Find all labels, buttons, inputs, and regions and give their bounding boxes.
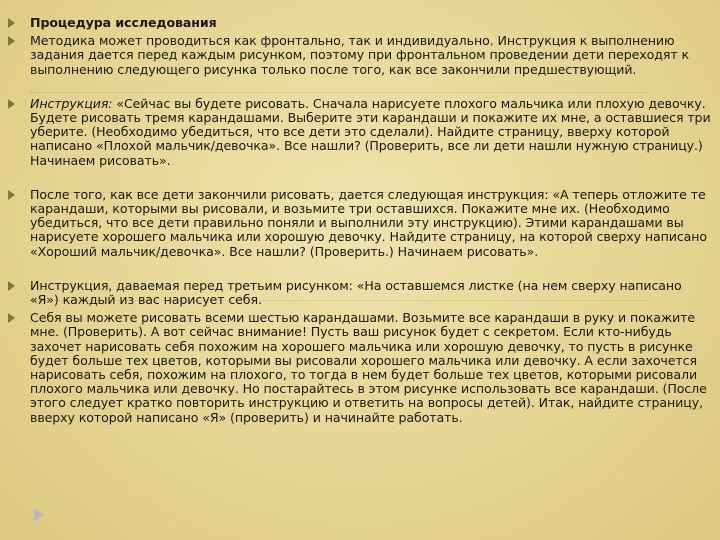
paragraph-text: Инструкция, даваемая перед третьим рисунком: «На оставшемся листке (на нем сверху написано «Я») каждый из вас нарисует себя. <box>30 277 682 308</box>
bullet-marker-icon <box>8 281 15 291</box>
section-title: Процедура исследования <box>30 15 217 30</box>
bullet-marker-icon <box>8 99 15 109</box>
paragraph-text: «Сейчас вы будете рисовать. Сначала нарисуете плохого мальчика или плохую девочку. Будете рисовать тремя карандашами. Выберите эти карандаши и покажите их мне, а оставшиеся три уберите. (Необходимо убедиться, что все дети это сделали). Найдите страницу, вверху которой написано «Плохой мальчик/девочка». Все нашли? (Проверить, все ли дети нашли нужную страницу.) Начинаем рисовать». <box>30 95 711 168</box>
list-item <box>0 34 720 77</box>
bullet-marker-icon <box>8 18 15 28</box>
list-item <box>0 188 720 259</box>
paragraph-text: После того, как все дети закончили рисовать, дается следующая инструкция: «А теперь отложите те карандаши, которыми вы рисовали, и возьмите три оставшихся. Покажите мне их. (Необходимо убедиться, что все дети правильно поняли и выполнили эту инструкцию). Этими карандашами вы нарисуете хорошего мальчика или хорошую девочку. Найдите страницу, на которой сверху написано «Хороший мальчик/девочка». Все нашли? (Проверить.) Начинаем рисовать». <box>30 186 708 259</box>
paragraph-text: Себя вы можете рисовать всеми шестью карандашами. Возьмите все карандаши в руку и покажите мне. (Проверить). А вот сейчас внимание! Пусть ваш рисунок будет с секретом. Если кто-нибудь захочет нарисовать себя похожим на хорошего мальчика или хорошую девочку, то пусть в рисунке будет больше тех цветов, которыми вы рисовали хорошего мальчика или девочку. А если захочется нарисовать себя, похожим на плохого, то тогда в нем будет больше тех цветов, которыми рисовали плохого мальчика или девочку. Но постарайтесь в этом рисунке использовать все карандаши. (После этого следует кратко повторить инструкцию и ответить на вопросы детей). Итак, найдите страницу, вверху которой написано «Я» (проверить) и начинайте работать. <box>30 310 707 425</box>
instruction-label: Инструкция: <box>30 95 113 111</box>
list-item <box>0 16 720 30</box>
list-item <box>0 279 720 307</box>
bullet-marker-icon <box>8 190 15 200</box>
bullet-list <box>0 16 720 425</box>
bullet-marker-icon <box>8 36 15 46</box>
next-slide-arrow-icon[interactable] <box>34 508 44 522</box>
bullet-marker-icon <box>8 313 15 323</box>
list-item <box>0 311 720 425</box>
paragraph-text: Методика может проводиться как фронтально, так и индивидуально. Инструкция к выполнению задания дается перед каждым рисунком, поэтому при фронтальном проведении дети переходят к выполнению следующего рисунка только после того, как все закончили предшествующий. <box>30 33 690 77</box>
list-item <box>0 97 720 168</box>
